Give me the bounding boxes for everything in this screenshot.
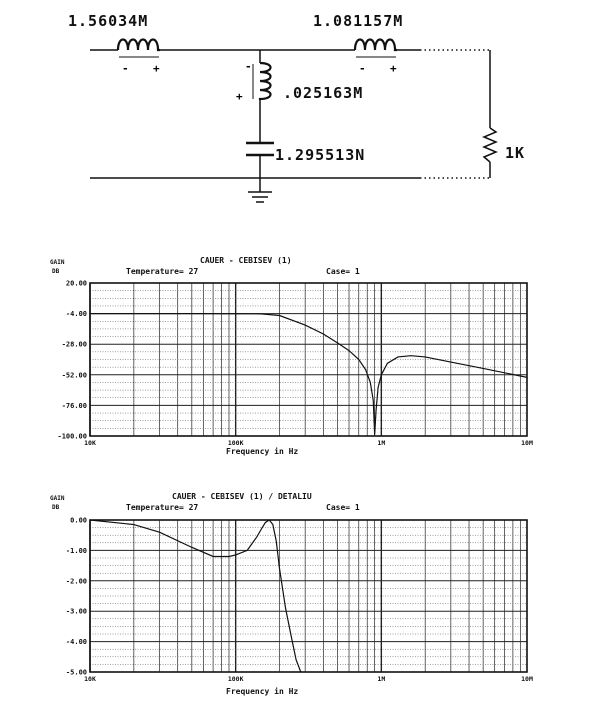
- label-l3: .025163M: [283, 84, 364, 102]
- plot1-xtick-label: 1M: [377, 439, 386, 447]
- l2-polarity-plus: +: [390, 62, 397, 75]
- l1-polarity-plus: +: [153, 62, 160, 75]
- plot1-xtick-label: 10K: [84, 439, 96, 447]
- plot1-ytick-label: -100.00: [57, 432, 87, 441]
- label-r1: 1K: [505, 144, 526, 162]
- plot2-chart: [0, 485, 600, 685]
- plot1-ytick-label: -76.00: [61, 401, 87, 410]
- plot2-ylabel-unit: DB: [52, 504, 60, 511]
- plot2-ytick-label: -5.00: [65, 668, 87, 677]
- plot2-ytick-label: 0.00: [70, 516, 87, 525]
- plot1-xtick-label: 10M: [521, 439, 533, 447]
- capacitor-c1-icon: [246, 143, 274, 155]
- plot1-case: Case= 1: [326, 267, 360, 276]
- ground-icon: [248, 192, 272, 202]
- inductor-l2-icon: [355, 40, 397, 58]
- plot2-xtick-label: 1M: [377, 675, 386, 683]
- resistor-r1-icon: [484, 128, 496, 162]
- plot1-ytick-label: 20.00: [65, 279, 87, 288]
- label-l1: 1.56034M: [68, 12, 149, 30]
- plot1-temperature: Temperature= 27: [126, 267, 199, 276]
- plot1-grid: [90, 283, 527, 436]
- l3-polarity-plus: +: [236, 90, 243, 103]
- l2-polarity-minus: -: [359, 62, 366, 75]
- plot2-ylabel-top: GAIN: [50, 495, 65, 502]
- plot1-chart: [0, 250, 600, 450]
- plot1-ytick-label: -52.00: [61, 371, 87, 380]
- plot1-series-line-0: [90, 314, 527, 435]
- inductor-l3-icon: [253, 63, 271, 100]
- plot2-title: CAUER - CEBISEV (1) / DETALIU: [172, 492, 312, 501]
- l3-polarity-minus: -: [245, 60, 252, 73]
- plot2-ytick-label: -2.00: [65, 577, 87, 586]
- plot1-ylabel-unit: DB: [52, 268, 60, 275]
- plot2-ytick-label: -4.00: [65, 638, 87, 647]
- plot1-xtick-label: 100K: [227, 439, 244, 447]
- plot1-ytick-label: -4.00: [65, 310, 87, 319]
- plot1-panel: [0, 250, 600, 470]
- plot2-case: Case= 1: [326, 503, 360, 512]
- label-l2: 1.081157M: [313, 12, 404, 30]
- inductor-l1-icon: [118, 40, 160, 58]
- label-c1: 1.295513N: [275, 146, 366, 164]
- plot2-ytick-label: -3.00: [65, 607, 87, 616]
- l1-polarity-minus: -: [122, 62, 129, 75]
- plot2-xtick-label: 10M: [521, 675, 533, 683]
- plot2-xlabel: Frequency in Hz: [226, 687, 299, 696]
- plot2-ytick-label: -1.00: [65, 546, 87, 555]
- plot2-xtick-label: 10K: [84, 675, 96, 683]
- plot2-grid: [90, 520, 527, 672]
- plot2-panel: [0, 485, 600, 718]
- plot1-xlabel: Frequency in Hz: [226, 447, 299, 456]
- circuit-schematic: [0, 0, 600, 220]
- plot1-ylabel-top: GAIN: [50, 259, 65, 266]
- plot1-title: CAUER - CEBISEV (1): [200, 256, 292, 265]
- plot1-ytick-label: -28.00: [61, 340, 87, 349]
- plot2-temperature: Temperature= 27: [126, 503, 199, 512]
- plot2-xtick-label: 100K: [227, 675, 244, 683]
